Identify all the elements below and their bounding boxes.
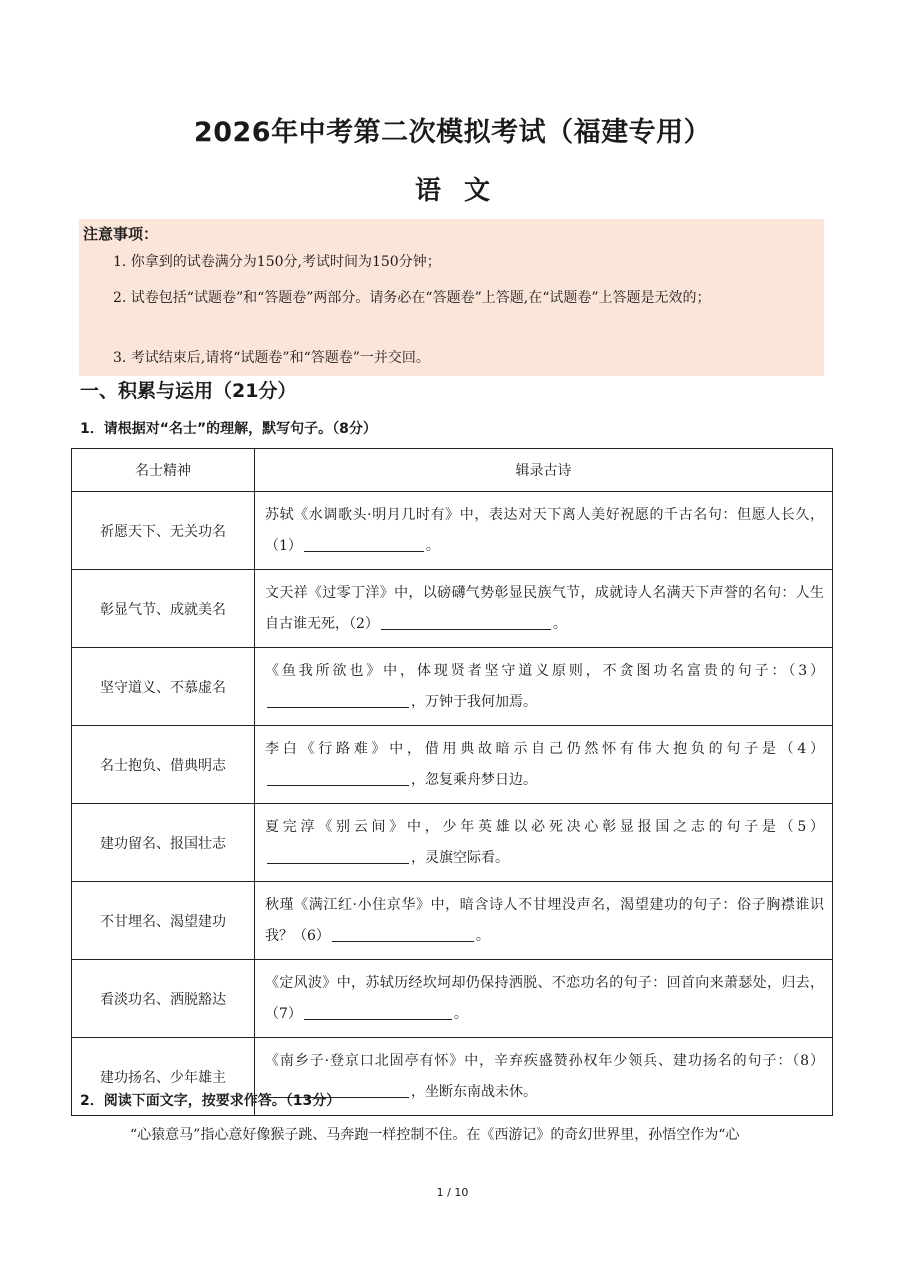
poem-text: 《南乡子·登京口北固亭有怀》中，辛弃疾盛赞孙权年少领兵、建功扬名的句子：（8） — [265, 1052, 824, 1069]
question-2-prompt: 2．阅读下面文字，按要求作答。（13分） — [80, 1093, 341, 1109]
poem-cell — [255, 804, 833, 882]
header-spirit: 名士精神 — [72, 449, 255, 492]
reading-paragraph: “心猿意马”指心意好像猴子跳、马奔跑一样控制不住。在《西游记》的奇幻世界里，孙悟空作为“心 — [130, 1127, 740, 1143]
poem-cell — [255, 726, 833, 804]
header-poems: 辑录古诗 — [255, 449, 833, 492]
poem-text: 李白《行路难》中，借用典故暗示自己仍然怀有伟大抱负的句子是（4） — [265, 740, 824, 757]
page-number: 1 / 10 — [436, 1186, 469, 1199]
table-row — [72, 882, 833, 960]
answer-blank[interactable] — [267, 693, 409, 708]
spirit-cell: 祈愿天下、无关功名 — [72, 492, 255, 570]
spirit-cell: 不甘埋名、渴望建功 — [72, 882, 255, 960]
spirit-cell: 坚守道义、不慕虚名 — [72, 648, 255, 726]
answer-blank[interactable] — [267, 771, 409, 786]
section-heading: 一、积累与运用（21分） — [80, 380, 297, 402]
spirit-cell: 名士抱负、借典明志 — [72, 726, 255, 804]
table-row — [72, 492, 833, 570]
table-row — [72, 648, 833, 726]
poem-table — [71, 448, 833, 1116]
subject-title: 语 文 — [414, 176, 491, 206]
poem-text-end: 。 — [453, 1005, 468, 1022]
table-row — [72, 960, 833, 1038]
poem-text-end: ，忽复乘舟梦日边。 — [411, 771, 537, 788]
poem-cell — [255, 1038, 833, 1116]
poem-text-end: ，灵旗空际看。 — [411, 849, 509, 866]
poem-text-end: 。 — [475, 927, 490, 944]
poem-text: 文天祥《过零丁洋》中，以磅礴气势彰显民族气节，成就诗人名满天下声誉的名句：人生自古谁无死，（2） — [265, 584, 824, 632]
poem-text: 苏轼《水调歌头·明月几时有》中，表达对天下离人美好祝愿的千古名句：但愿人长久，（1） — [265, 506, 824, 554]
poem-cell — [255, 960, 833, 1038]
poem-text: 秋瑾《满江红·小住京华》中，暗含诗人不甘埋没声名，渴望建功的句子：俗子胸襟谁识我？（6） — [265, 896, 824, 944]
poem-text-end: ，万钟于我何加焉。 — [411, 693, 537, 710]
poem-cell — [255, 492, 833, 570]
poem-text: 《鱼我所欲也》中，体现贤者坚守道义原则，不贪图功名富贵的句子：（3） — [265, 662, 824, 679]
question-1-prompt: 1．请根据对“名士”的理解，默写句子。（8分） — [80, 421, 377, 437]
spirit-cell: 看淡功名、洒脱豁达 — [72, 960, 255, 1038]
spirit-cell: 彰显气节、成就美名 — [72, 570, 255, 648]
poem-text: 夏完淳《别云间》中，少年英雄以必死决心彰显报国之志的句子是（5） — [265, 818, 824, 835]
notice-item-2: 2. 试卷包括“试题卷”和“答题卷”两部分。请务必在“答题卷”上答题,在“试题卷”上答题是无效的； — [113, 290, 711, 306]
notice-item-3: 3. 考试结束后,请将“试题卷”和“答题卷”一并交回。 — [113, 350, 430, 366]
spirit-cell: 建功留名、报国壮志 — [72, 804, 255, 882]
poem-text-end: 。 — [425, 537, 440, 554]
poem-cell — [255, 882, 833, 960]
notice-box — [79, 219, 824, 376]
answer-blank[interactable] — [304, 1005, 452, 1020]
notice-item-1: 1. 你拿到的试卷满分为150分,考试时间为150分钟； — [113, 254, 441, 270]
poem-cell — [255, 570, 833, 648]
table-row — [72, 726, 833, 804]
answer-blank[interactable] — [304, 537, 424, 552]
table-row — [72, 804, 833, 882]
answer-blank[interactable] — [267, 849, 409, 864]
table-header-row — [72, 449, 833, 492]
answer-blank[interactable] — [332, 927, 474, 942]
poem-cell — [255, 648, 833, 726]
poem-text-end: 。 — [552, 615, 567, 632]
exam-title: 2026年中考第二次模拟考试（福建专用） — [193, 117, 712, 148]
table-row — [72, 570, 833, 648]
poem-text-end: ，坐断东南战未休。 — [411, 1083, 537, 1100]
notice-heading: 注意事项： — [83, 225, 159, 243]
poem-text: 《定风波》中，苏轼历经坎坷却仍保持洒脱、不恋功名的句子：回首向来萧瑟处，归去，（7） — [265, 974, 824, 1022]
answer-blank[interactable] — [381, 615, 551, 630]
spirit-cell: 建功扬名、少年雄主 — [72, 1038, 255, 1116]
